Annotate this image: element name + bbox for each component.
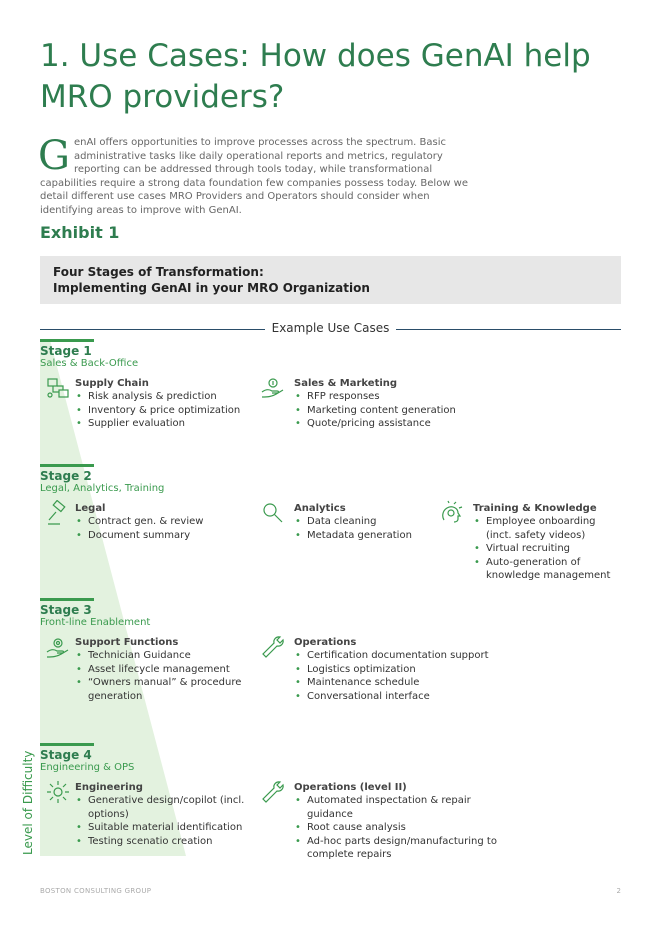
- use-case-heading: Analytics: [294, 503, 346, 514]
- use-case-item: • Marketing content generation: [294, 404, 499, 417]
- stage-subtitle: Engineering & OPS: [40, 762, 135, 773]
- use-case-list: [75, 794, 280, 848]
- use-case-group: [294, 781, 499, 861]
- use-case-list: [294, 515, 499, 542]
- use-case-item: • Ad-hoc parts design/manufacturing to complete repairs: [294, 835, 499, 862]
- exhibit-title-box: [40, 256, 621, 304]
- use-case-heading: Engineering: [75, 782, 143, 793]
- exhibit-label: Exhibit 1: [40, 223, 120, 242]
- use-case-item: • Quote/pricing assistance: [294, 417, 499, 430]
- use-case-group: [75, 636, 280, 703]
- use-case-item: • Data cleaning: [294, 515, 499, 528]
- stage-title: Stage 2: [40, 469, 92, 483]
- use-case-item: • Asset lifecycle management: [75, 663, 280, 676]
- stage-subtitle: Legal, Analytics, Training: [40, 483, 165, 494]
- stage-title: Stage 4: [40, 748, 92, 762]
- use-cases-heading: Example Use Cases: [40, 321, 621, 335]
- use-case-item: • Risk analysis & prediction: [75, 390, 280, 403]
- lightbulb-head-icon: [440, 500, 466, 526]
- use-case-heading: Sales & Marketing: [294, 378, 398, 389]
- use-case-item: • Virtual recruiting: [473, 542, 623, 555]
- page-number: 2: [616, 887, 621, 895]
- use-case-heading: Training & Knowledge: [473, 503, 597, 514]
- use-case-list: [473, 515, 623, 582]
- wrench-icon: [260, 634, 286, 660]
- use-case-item: • Testing scenatio creation: [75, 835, 280, 848]
- footer-brand: BOSTON CONSULTING GROUP: [40, 887, 152, 895]
- use-case-list: [294, 390, 499, 430]
- use-case-heading: Support Functions: [75, 637, 179, 648]
- use-case-item: • Root cause analysis: [294, 821, 499, 834]
- use-case-item: • Supplier evaluation: [75, 417, 280, 430]
- use-case-list: [75, 515, 280, 542]
- use-case-item: • Logistics optimization: [294, 663, 499, 676]
- stage-rule: [40, 339, 94, 342]
- intro-text: enAI offers opportunities to improve processes across the spectrum. Basic administrative tasks like daily operational reports and metrics, regulatory reporting can be addressed through tools today, while transformational capabilities require a strong data foundation few companies possess today. Below we detail different use cases MRO Providers and Operators should consider when identifying areas to improve with GenAI.: [40, 137, 469, 216]
- stage-title: Stage 1: [40, 344, 92, 358]
- stage-subtitle: Front-line Enablement: [40, 617, 151, 628]
- use-case-heading: Operations: [294, 637, 357, 648]
- stage-subtitle: Sales & Back-Office: [40, 358, 139, 369]
- handshake-money-icon: [260, 375, 286, 401]
- use-case-list: [294, 794, 499, 861]
- stage-rule: [40, 598, 94, 601]
- use-case-item: • Inventory & price optimization: [75, 404, 280, 417]
- use-case-heading: Operations (level II): [294, 782, 407, 793]
- use-case-group: [473, 502, 623, 582]
- use-case-item: • RFP responses: [294, 390, 499, 403]
- use-case-item: • “Owners manual” & procedure generation: [75, 676, 280, 703]
- drop-cap: G: [38, 133, 70, 179]
- difficulty-axis-label: Level of Difficulty: [21, 750, 35, 855]
- use-case-item: • Metadata generation: [294, 529, 499, 542]
- use-case-item: • Generative design/copilot (incl. options): [75, 794, 280, 821]
- wrench-icon: [260, 779, 286, 805]
- use-case-item: • Technician Guidance: [75, 649, 280, 662]
- exhibit-title-line-2: Implementing GenAI in your MRO Organization: [53, 281, 370, 295]
- use-case-item: • Automated inspectation & repair guidance: [294, 794, 499, 821]
- use-case-heading: Legal: [75, 503, 106, 514]
- use-case-list: [75, 390, 280, 430]
- use-case-group: [75, 781, 280, 848]
- use-case-item: • Contract gen. & review: [75, 515, 280, 528]
- use-case-item: • Employee onboarding (inct. safety videos): [473, 515, 623, 542]
- use-case-group: [75, 377, 280, 431]
- intro-paragraph: [38, 133, 469, 217]
- use-case-item: • Maintenance schedule: [294, 676, 499, 689]
- use-case-heading: Supply Chain: [75, 378, 149, 389]
- use-case-group: [75, 502, 280, 542]
- use-case-item: • Suitable material identification: [75, 821, 280, 834]
- stage-rule: [40, 743, 94, 746]
- use-case-group: [294, 636, 499, 703]
- use-case-list: [75, 649, 280, 703]
- gavel-icon: [45, 500, 71, 526]
- stage-rule: [40, 464, 94, 467]
- use-case-group: [294, 502, 499, 542]
- exhibit-title-line-1: Four Stages of Transformation:: [53, 265, 264, 279]
- use-case-item: • Conversational interface: [294, 690, 499, 703]
- use-case-item: • Certification documentation support: [294, 649, 499, 662]
- supply-chain-icon: [45, 375, 71, 401]
- magnifier-icon: [260, 500, 286, 526]
- use-case-item: • Document summary: [75, 529, 280, 542]
- support-cog-icon: [45, 634, 71, 660]
- use-case-list: [294, 649, 499, 703]
- gear-icon: [45, 779, 71, 805]
- use-case-group: [294, 377, 499, 431]
- use-case-item: • Auto-generation of knowledge management: [473, 556, 623, 583]
- stage-title: Stage 3: [40, 603, 92, 617]
- page-title: 1. Use Cases: How does GenAI help MRO providers?: [40, 38, 591, 115]
